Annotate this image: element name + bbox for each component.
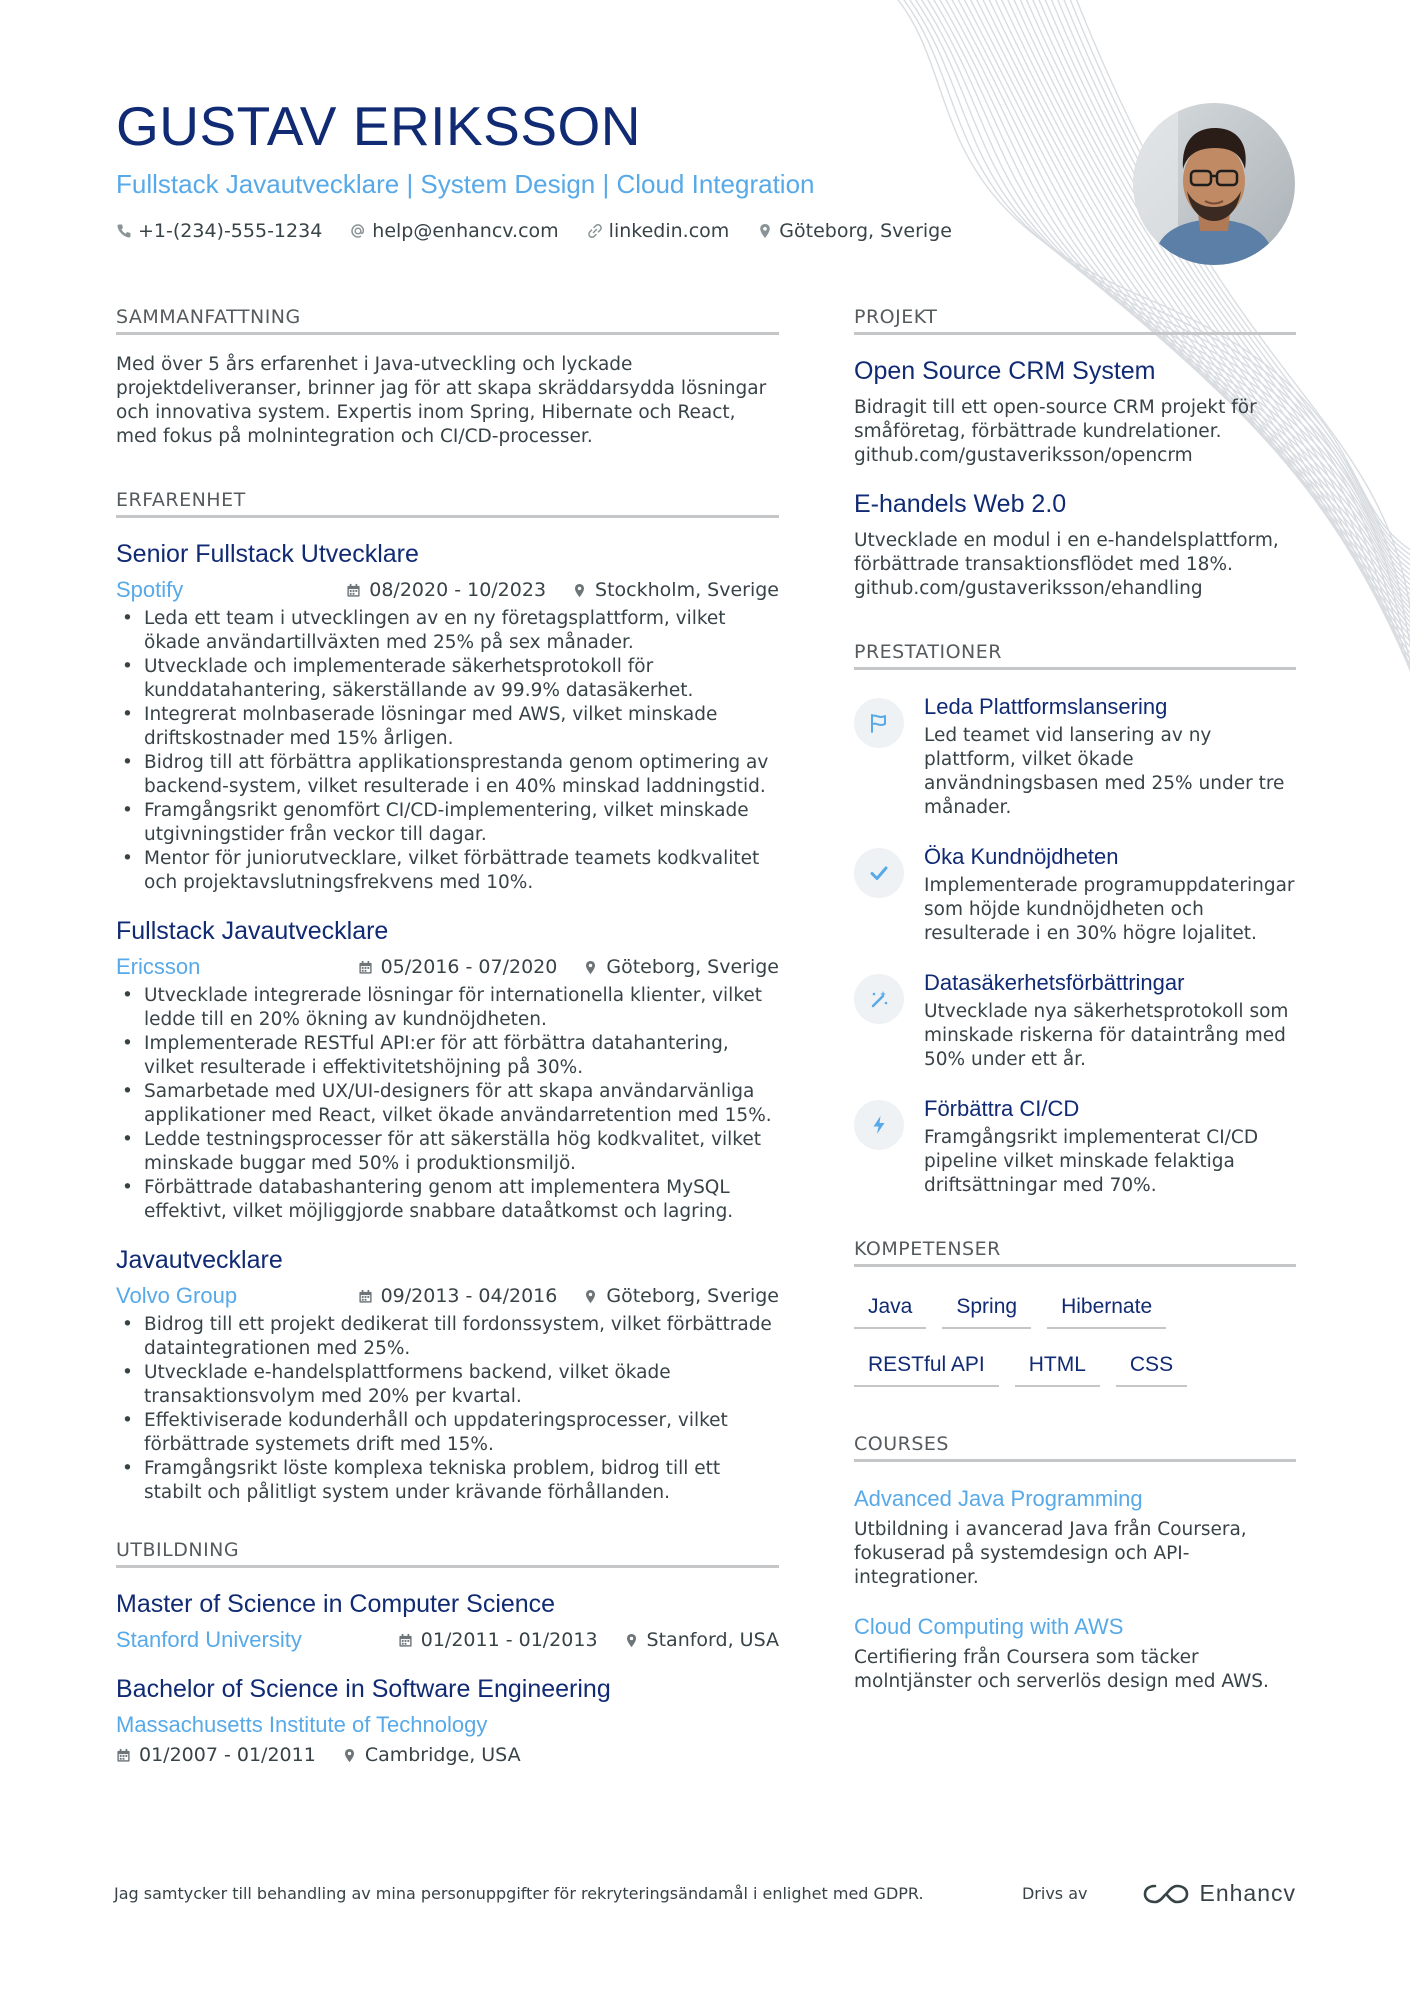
bullet-item: • Utvecklade och implementerade säkerhetsprotokoll för kunddatahantering, säkerställande av 99.9% datasäkerhet. [116, 655, 779, 703]
achievement-item [854, 844, 1296, 946]
experience-section [116, 489, 779, 1505]
link-icon [587, 223, 603, 239]
skill-tag: Spring [942, 1291, 1031, 1329]
education-entry [116, 1675, 779, 1766]
bullet-item: • Effektiviserade kodunderhåll och uppdateringsprocesser, vilket förbättrade systemets drift med 15%. [116, 1409, 779, 1457]
project-text: Bidragit till ett open-source CRM projekt för småföretag, förbättrade kundrelationer. github.com/gustaveriksson/opencrm [854, 397, 1257, 466]
project-entry [854, 490, 1296, 601]
bullet-item: • Utvecklade integrerade lösningar för internationella klienter, vilket ledde till en 20% ökning av kundnöjdheten. [116, 984, 779, 1032]
job-dates [346, 579, 546, 601]
education-meta [116, 1744, 779, 1766]
job-bullets [116, 607, 779, 895]
location-text: Göteborg, Sverige [606, 956, 779, 978]
degree-title: Bachelor of Science in Software Engineering [116, 1675, 611, 1703]
dates-text: 08/2020 - 10/2023 [369, 579, 547, 601]
location-pin-icon [624, 1633, 639, 1648]
job-title: Fullstack Javautvecklare [116, 917, 389, 945]
location-text: Göteborg, Sverige [779, 219, 952, 242]
job-entry [116, 917, 779, 1224]
summary-heading: SAMMANFATTNING [116, 306, 779, 335]
skills-section [854, 1238, 1296, 1387]
degree-title: Master of Science in Computer Science [116, 1590, 556, 1618]
at-icon [350, 223, 366, 239]
left-column [116, 306, 779, 1806]
skill-tag: RESTful API [854, 1349, 999, 1387]
achievement-text: Utvecklade nya säkerhetsprotokoll som minskade riskerna för dataintrång med 50% under ett år. [924, 1001, 1289, 1070]
courses-heading: COURSES [854, 1433, 1296, 1462]
achievement-text: Led teamet vid lansering av ny plattform, vilket ökade användningsbasen med 25% under tre månader. [924, 725, 1285, 818]
contact-linkedin[interactable] [587, 220, 730, 242]
achievement-text: Framgångsrikt implementerat CI/CD pipeline vilket minskade felaktiga driftsättningar med 70%. [924, 1127, 1259, 1196]
skill-tag: Hibernate [1047, 1291, 1166, 1329]
powered-by-label: Drivs av [1021, 1884, 1088, 1903]
school-name: Massachusetts Institute of Technology [116, 1712, 488, 1737]
right-column [854, 306, 1296, 1734]
course-text: Utbildning i avancerad Java från Coursera, fokuserad på systemdesign och API-integrationer. [854, 1519, 1247, 1588]
bullet-item: • Integrerat molnbaserade lösningar med AWS, vilket minskade driftskostnader med 15% årligen. [116, 703, 779, 751]
job-meta [116, 954, 779, 980]
education-entry [116, 1590, 779, 1653]
flag-icon [868, 712, 890, 734]
contact-email[interactable] [350, 220, 558, 242]
course-text: Certifiering från Coursera som täcker molntjänster och serverlös design med AWS. [854, 1647, 1269, 1692]
job-dates [358, 1285, 558, 1307]
achievement-icon-badge [854, 848, 904, 898]
location-pin-icon [757, 223, 773, 239]
dates-text: 01/2011 - 01/2013 [420, 1629, 598, 1651]
avatar [1133, 103, 1295, 265]
location-pin-icon [342, 1748, 357, 1763]
experience-heading: ERFARENHET [116, 489, 779, 518]
calendar-icon [358, 1289, 373, 1304]
bullet-item: • Leda ett team i utvecklingen av en ny företagsplattform, vilket ökade användartillväxten med 25% på sex månader. [116, 607, 779, 655]
job-meta [116, 577, 779, 603]
bullet-item: • Utvecklade e-handelsplattformens backend, vilket ökade transaktionsvolym med 20% per kvartal. [116, 1361, 779, 1409]
phone-icon [116, 223, 132, 239]
project-entry [854, 357, 1296, 468]
gdpr-consent: Jag samtycker till behandling av mina personuppgifter för rekryteringsändamål i enlighet med GDPR. [114, 1884, 924, 1903]
infinity-logo-icon [1143, 1882, 1189, 1906]
candidate-title: Fullstack Javautvecklare | System Design | Cloud Integration [116, 168, 815, 199]
achievement-icon-badge [854, 698, 904, 748]
course-title: Advanced Java Programming [854, 1486, 1143, 1511]
achievement-icon-badge [854, 974, 904, 1024]
job-location [583, 956, 779, 978]
location-text: Stockholm, Sverige [595, 579, 779, 601]
job-location [583, 1285, 779, 1307]
achievement-icon-badge [854, 1100, 904, 1150]
courses-section [854, 1433, 1296, 1694]
bullet-item: • Samarbetade med UX/UI-designers för att skapa användarvänliga applikationer med React, vilket ökade användarretention med 15%. [116, 1080, 779, 1128]
bullet-item: • Bidrog till ett projekt dedikerat till fordonssystem, vilket förbättrade dataintegrationen med 25%. [116, 1313, 779, 1361]
education-dates [398, 1629, 598, 1651]
achievements-section [854, 641, 1296, 1198]
calendar-icon [358, 960, 373, 975]
job-bullets [116, 1313, 779, 1505]
education-meta [116, 1627, 779, 1653]
course-entry [854, 1614, 1296, 1694]
job-bullets [116, 984, 779, 1224]
company-name: Spotify [116, 577, 184, 602]
bullet-item: • Mentor för juniorutvecklare, vilket förbättrade teamets kodkvalitet och projektavslutningsfrekvens med 10%. [116, 847, 779, 895]
job-location [572, 579, 779, 601]
achievement-item [854, 970, 1296, 1072]
bullet-item: • Förbättrade databashantering genom att implementera MySQL effektivt, vilket möjliggjorde snabbare dataåtkomst och lagring. [116, 1176, 779, 1224]
bullet-item: • Ledde testningsprocesser för att säkerställa hög kodkvalitet, vilket minskade buggar med 50% i produktionsmiljö. [116, 1128, 779, 1176]
achievements-heading: PRESTATIONER [854, 641, 1296, 670]
summary-text: Med över 5 års erfarenhet i Java-utveckling och lyckade projektdeliveranser, brinner jag för att skapa skräddarsydda lösningar och innovativa system. Expertis inom Spring, Hibernate och React, med fokus på molnintegration och CI/CD-processer. [116, 354, 767, 447]
education-section [116, 1539, 779, 1766]
projects-heading: PROJEKT [854, 306, 1296, 335]
job-entry [116, 540, 779, 895]
skills-list [854, 1291, 1296, 1387]
calendar-icon [398, 1633, 413, 1648]
profile-photo [1133, 103, 1295, 265]
company-name: Ericsson [116, 954, 201, 979]
project-title: Open Source CRM System [854, 357, 1156, 385]
contact-location [757, 220, 952, 242]
enhancv-logo[interactable] [1143, 1880, 1296, 1907]
project-title: E-handels Web 2.0 [854, 490, 1067, 518]
calendar-icon [346, 583, 361, 598]
magic-wand-icon [868, 988, 890, 1010]
location-pin-icon [572, 583, 587, 598]
achievement-text: Implementerade programuppdateringar som höjde kundnöjdheten och resulterade i en 30% högre lojalitet. [924, 875, 1295, 944]
skill-tag: HTML [1015, 1349, 1100, 1387]
job-title: Javautvecklare [116, 1246, 283, 1274]
page-footer [114, 1880, 1296, 1907]
achievement-title: Datasäkerhetsförbättringar [924, 970, 1185, 995]
achievement-title: Förbättra CI/CD [924, 1096, 1080, 1121]
job-title: Senior Fullstack Utvecklare [116, 540, 419, 568]
location-pin-icon [583, 1289, 598, 1304]
contact-row [116, 220, 1296, 242]
lightning-icon [868, 1114, 890, 1136]
check-icon [868, 862, 890, 884]
achievement-item [854, 694, 1296, 820]
location-text: Cambridge, USA [364, 1744, 521, 1766]
candidate-name: GUSTAV ERIKSSON [116, 95, 642, 157]
bullet-item: • Implementerade RESTful API:er för att förbättra datahantering, vilket resulterade i effektivitetshöjning på 30%. [116, 1032, 779, 1080]
projects-section [854, 306, 1296, 601]
education-heading: UTBILDNING [116, 1539, 779, 1568]
contact-phone[interactable] [116, 220, 322, 242]
summary-section [116, 306, 779, 449]
skill-tag: Java [854, 1291, 926, 1329]
phone-number: +1-(234)-555-1234 [138, 219, 323, 242]
dates-text: 01/2007 - 01/2011 [139, 1744, 316, 1766]
achievement-item [854, 1096, 1296, 1198]
bullet-item: • Framgångsrikt löste komplexa tekniska problem, bidrog till ett stabilt och pålitligt system under krävande förhållanden. [116, 1457, 779, 1505]
linkedin-url: linkedin.com [608, 219, 730, 242]
bullet-item: • Bidrog till att förbättra applikationsprestanda genom optimering av backend-system, vilket resulterade i en 40% minskad laddningstid. [116, 751, 779, 799]
achievement-title: Leda Plattformslansering [924, 694, 1168, 719]
email-address: help@enhancv.com [372, 219, 559, 242]
dates-text: 09/2013 - 04/2016 [380, 1285, 558, 1307]
education-location [624, 1629, 779, 1651]
resume-header [116, 96, 1296, 242]
dates-text: 05/2016 - 07/2020 [380, 956, 558, 978]
education-dates [116, 1744, 316, 1766]
education-location [342, 1744, 521, 1766]
course-entry [854, 1486, 1296, 1590]
job-entry [116, 1246, 779, 1505]
skills-heading: KOMPETENSER [854, 1238, 1296, 1267]
course-title: Cloud Computing with AWS [854, 1614, 1124, 1639]
achievement-title: Öka Kundnöjdheten [924, 844, 1119, 869]
location-text: Göteborg, Sverige [606, 1285, 779, 1307]
skill-tag: CSS [1116, 1349, 1187, 1387]
calendar-icon [116, 1748, 131, 1763]
bullet-item: • Framgångsrikt genomfört CI/CD-implementering, vilket minskade utgivningstider från veckor till dagar. [116, 799, 779, 847]
company-name: Volvo Group [116, 1283, 238, 1308]
job-meta [116, 1283, 779, 1309]
location-text: Stanford, USA [646, 1629, 779, 1651]
brand-name: Enhancv [1199, 1880, 1296, 1906]
school-name: Stanford University [116, 1627, 302, 1652]
job-dates [358, 956, 558, 978]
location-pin-icon [583, 960, 598, 975]
project-text: Utvecklade en modul i en e-handelsplattform, förbättrade transaktionsflödet med 18%. github.com/gustaveriksson/ehandling [854, 530, 1279, 599]
